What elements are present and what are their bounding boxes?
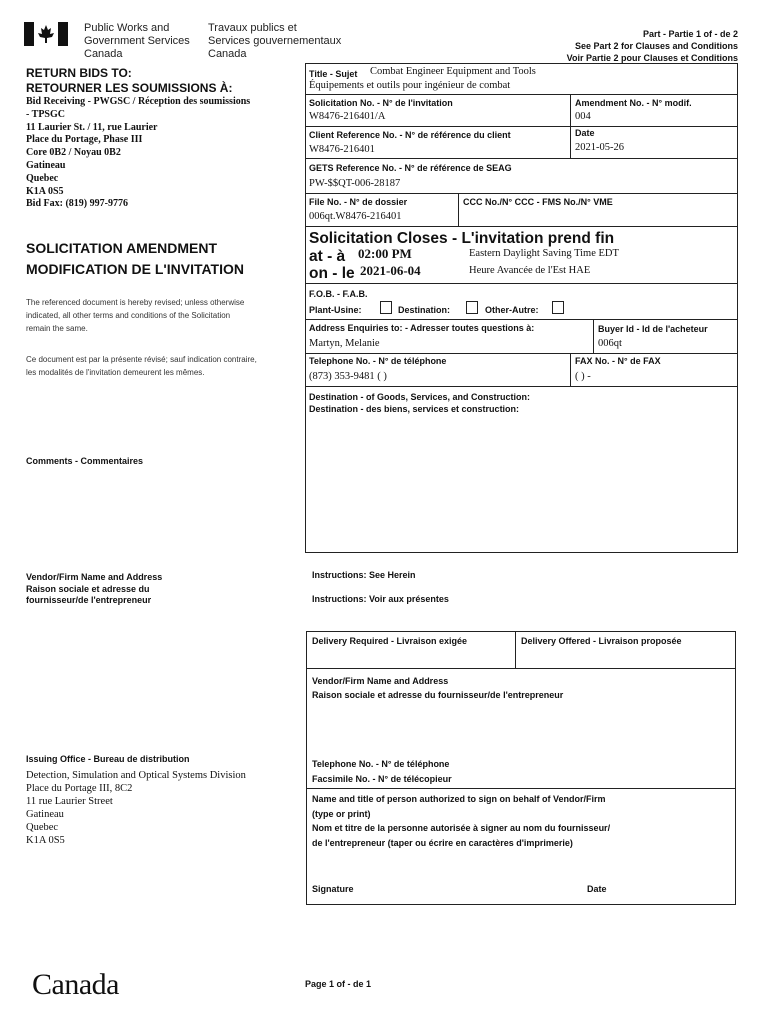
amendment-notice-fr: Ce document est par la présente révisé; sauf indication contraire, les modalités de l'invitation demeurent les mêmes. bbox=[26, 355, 257, 377]
amendment-title: SOLICITATION AMENDMENT MODIFICATION DE L'INVITATION bbox=[26, 240, 244, 277]
at-label: at - à bbox=[309, 248, 346, 265]
solicitation-no-value: W8476-216401/A bbox=[309, 111, 386, 122]
department-name-fr: Travaux publics et Services gouvernementaux Canada bbox=[208, 22, 342, 60]
vendor-name-label: Vendor/Firm Name and Address Raison sociale et adresse du fournisseur/de l'entrepreneur bbox=[312, 676, 564, 700]
return-bids-title: RETURN BIDS TO: RETOURNER LES SOUMISSIONS À: bbox=[26, 66, 233, 95]
delivery-offered-label: Delivery Offered - Livraison proposée bbox=[521, 636, 682, 646]
authorized-person-field[interactable] bbox=[307, 852, 735, 878]
signature-label: Signature bbox=[312, 884, 354, 894]
canada-wordmark: Canada bbox=[32, 968, 119, 1001]
destination-checkbox[interactable] bbox=[466, 301, 478, 314]
other-checkbox[interactable] bbox=[552, 301, 564, 314]
buyer-id-label: Buyer Id - Id de l'acheteur bbox=[598, 324, 708, 334]
other-label: Other-Autre: bbox=[485, 305, 539, 315]
client-ref-label: Client Reference No. - N° de référence du client bbox=[309, 130, 511, 140]
delivery-required-field[interactable] bbox=[307, 650, 514, 667]
telephone-value: (873) 353-9481 ( ) bbox=[309, 371, 387, 382]
vendor-firm-label-left: Vendor/Firm Name and Address Raison sociale et adresse du fournisseur/de l'entrepreneur bbox=[26, 572, 163, 605]
amendment-no-value: 004 bbox=[575, 111, 591, 122]
title-value: Combat Engineer Equipment and Tools bbox=[370, 66, 536, 77]
destination-goods-label: Destination - of Goods, Services, and Construction: Destination - des biens, services et construction: bbox=[309, 392, 531, 414]
file-no-value: 006qt.W8476-216401 bbox=[309, 211, 402, 222]
delivery-required-label: Delivery Required - Livraison exigée bbox=[312, 636, 468, 646]
gets-ref-value: PW-$$QT-006-28187 bbox=[309, 178, 401, 189]
destination-label: Destination: bbox=[398, 305, 451, 315]
timezone-fr: Heure Avancée de l'Est HAE bbox=[469, 265, 591, 276]
vendor-address-field[interactable] bbox=[307, 703, 735, 755]
address-enquiries-label: Address Enquiries to: - Adresser toutes questions à: bbox=[309, 323, 535, 333]
delivery-offered-field[interactable] bbox=[516, 650, 735, 667]
instructions-en: Instructions: See Herein bbox=[312, 570, 416, 580]
fax-value: ( ) - bbox=[575, 371, 591, 382]
canada-flag-logo bbox=[24, 22, 68, 46]
department-name-en: Public Works and Government Services Canada bbox=[84, 22, 190, 60]
authorized-person-label: Name and title of person authorized to sign on behalf of Vendor/Firm (type or print) Nom et titre de la personne autorisée à signer au nom du fournisseur/ de l'entrepreneur (taper ou écrire en caractères d'imprimerie) bbox=[312, 794, 611, 848]
closing-time-value: 02:00 PM bbox=[358, 246, 412, 261]
date-label: Date bbox=[575, 128, 595, 138]
telephone-label: Telephone No. - N° de téléphone bbox=[309, 356, 447, 366]
plant-checkbox[interactable] bbox=[380, 301, 392, 314]
issuing-office-address: Detection, Simulation and Optical Systems Division Place du Portage III, 8C2 11 rue Laurier Street Gatineau Quebec K1A 0S5 bbox=[26, 770, 246, 846]
title-value-fr: Équipements et outils pour ingénieur de combat bbox=[309, 80, 511, 91]
client-ref-value: W8476-216401 bbox=[309, 144, 375, 155]
solicitation-no-label: Solicitation No. - N° de l'invitation bbox=[309, 98, 453, 108]
instructions-fr: Instructions: Voir aux présentes bbox=[312, 594, 449, 604]
title-label: Title - Sujet bbox=[309, 69, 358, 79]
issuing-office-label: Issuing Office - Bureau de distribution bbox=[26, 754, 190, 764]
file-no-label: File No. - N° de dossier bbox=[309, 197, 408, 207]
amendment-notice-en: The referenced document is hereby revised; unless otherwise indicated, all other terms and conditions of the Solicitation remain the same. bbox=[26, 298, 245, 333]
on-label: on - le bbox=[309, 265, 355, 282]
vendor-facsimile-label: Facsimile No. - N° de télécopieur bbox=[312, 774, 452, 784]
page-number: Page 1 of - de 1 bbox=[305, 979, 372, 989]
address-enquiries-value: Martyn, Melanie bbox=[309, 338, 380, 349]
timezone-en: Eastern Daylight Saving Time EDT bbox=[469, 248, 619, 259]
amendment-no-label: Amendment No. - N° modif. bbox=[575, 98, 692, 108]
fax-label: FAX No. - N° de FAX bbox=[575, 356, 661, 366]
comments-label: Comments - Commentaires bbox=[26, 456, 144, 466]
closing-date-value: 2021-06-04 bbox=[360, 263, 421, 278]
gets-ref-label: GETS Reference No. - N° de référence de SEAG bbox=[309, 163, 512, 173]
vendor-telephone-label: Telephone No. - N° de téléphone bbox=[312, 759, 450, 769]
solicitation-closes-title: Solicitation Closes - L'invitation prend fin bbox=[309, 230, 615, 247]
signature-date-label: Date bbox=[587, 884, 607, 894]
fob-label: F.O.B. - F.A.B. bbox=[309, 289, 368, 299]
part-indicator: Part - Partie 1 of - de 2 See Part 2 for Clauses and Conditions Voir Partie 2 pour Clauses et Conditions bbox=[566, 29, 738, 63]
return-address: Bid Receiving - PWGSC / Réception des soumissions - TPSGC 11 Laurier St. / 11, rue Laurier Place du Portage, Phase III Core 0B2 / Noyau 0B2 Gatineau Quebec K1A 0S5 Bid Fax: (819) 997-9776 bbox=[26, 96, 251, 210]
buyer-id-value: 006qt bbox=[598, 338, 622, 349]
ccc-no-label: CCC No./N° CCC - FMS No./N° VME bbox=[463, 197, 613, 207]
plant-label: Plant-Usine: bbox=[309, 305, 362, 315]
date-value: 2021-05-26 bbox=[575, 142, 624, 153]
